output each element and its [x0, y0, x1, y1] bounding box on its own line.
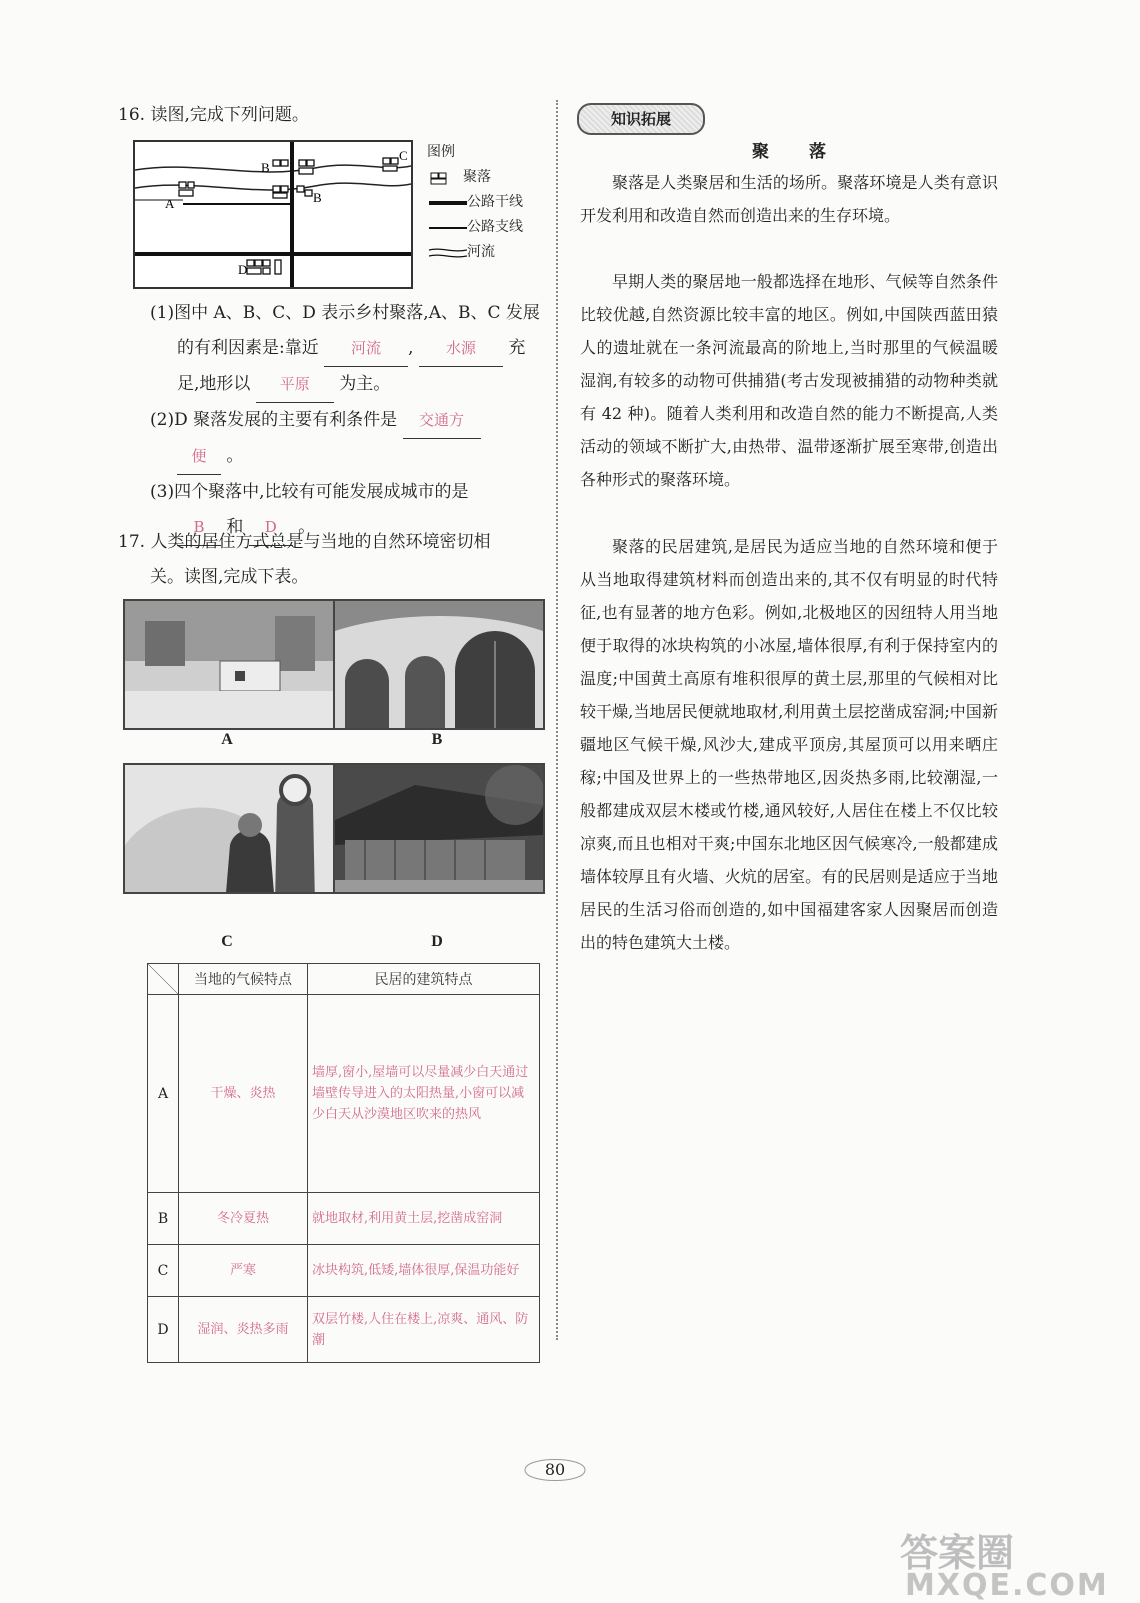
answer-transport-2: 便: [177, 439, 221, 475]
question-16-parts: [150, 296, 542, 546]
photo-label-d: D: [431, 933, 443, 950]
feature-b: 就地取材,利用黄土层,挖凿成窑洞: [308, 1193, 540, 1245]
article-title: 聚落: [752, 142, 866, 162]
legend-river: [427, 240, 523, 265]
table-header-feature: 民居的建筑特点: [308, 964, 540, 995]
q16-part2-line1: [150, 403, 542, 439]
photo-label-c: C: [221, 933, 233, 950]
row-label-c: C: [148, 1245, 179, 1297]
map-label-b-south: B: [313, 190, 322, 205]
branch-road-icon: [427, 221, 467, 235]
row-label-a: A: [148, 995, 179, 1193]
legend-settlement-label: 聚落: [463, 169, 491, 185]
answer-b: B: [177, 510, 221, 546]
feature-c: 冰块构筑,低矮,墙体很厚,保温功能好: [308, 1245, 540, 1297]
answer-water-source: 水源: [419, 331, 503, 367]
photo-c-image: [125, 765, 333, 894]
map-label-d: D: [238, 262, 248, 277]
legend-heading: 图例: [427, 144, 455, 160]
climate-c: 严寒: [179, 1245, 308, 1297]
photo-c-igloo: [123, 763, 335, 894]
settlement-icon: [427, 171, 463, 185]
dwelling-climate-table: [147, 963, 540, 1363]
row-label-b: B: [148, 1193, 179, 1245]
settlement-map-drawing: [135, 142, 411, 287]
map-legend: [427, 140, 523, 265]
answer-plain: 平原: [256, 367, 334, 403]
table-row: [148, 1245, 540, 1297]
article-paragraph-3: 聚落的民居建筑,是居民为适应当地的自然环境和便于从当地取得建筑材料而创造出来的,其不仅有明显的时代特征,也有显著的地方色彩。例如,北极地区的因纽特人用当地便于取得的冰块构筑的小冰屋,墙体很厚,有利于保持室内的温度;中国黄土高原有堆积很厚的黄土层,那里的气候相对比较干燥,当地居民便就地取材,利用黄土层挖凿成窑洞;中国新疆地区气候干燥,风沙大,建成平顶房,其屋顶可以用来晒庄稼;中国及世界上的一些热带地区,因炎热多雨,比较潮湿,一般都建成双层木楼或竹楼,通风较好,人居住在楼上不仅比较凉爽,而且也相对干爽;中国东北地区因气候寒冷,一般都建成墙体较厚且有火墙、火炕的居室。有的民居则是适应于当地居民的生活习俗而创造的,如中国福建客家人因聚居而创造出的特色建筑大土楼。: [580, 537, 998, 952]
legend-branch-road-label: 公路支线: [467, 219, 523, 235]
q16-part1-line3: [150, 367, 542, 403]
article-paragraph-1: 聚落是人类聚居和生活的场所。聚落环境是人类有意识开发利用和改造自然而创造出来的生存环境。: [580, 173, 998, 225]
row-label-d: D: [148, 1297, 179, 1363]
climate-a: 干燥、炎热: [179, 995, 308, 1193]
q16-terrain-suffix: 为主。: [339, 374, 391, 394]
table-corner-cell: [148, 964, 179, 995]
q16-part2-end: 。: [226, 446, 244, 466]
map-label-a: A: [165, 196, 175, 211]
photo-b-image: [335, 601, 543, 728]
q16-part1-line1: (1)图中 A、B、C、D 表示乡村聚落,A、B、C 发展: [150, 303, 540, 323]
map-label-c: C: [399, 148, 408, 163]
page-number-text: 80: [544, 1460, 566, 1479]
q16-part2-prompt: (2)D 聚落发展的主要有利条件是: [150, 410, 398, 430]
legend-settlement: [427, 165, 523, 190]
q16-terrain-prompt: 足,地形以: [177, 374, 251, 394]
feature-a: 墙厚,窗小,屋墙可以尽量减少白天通过墙壁传导进入的太阳热量,小窗可以减少白天从沙漠地区吹来的热风: [308, 995, 540, 1193]
climate-b: 冬冷夏热: [179, 1193, 308, 1245]
photo-label-a: A: [221, 731, 233, 748]
q16-part3-line1: [150, 475, 542, 510]
q16-part1-prompt: 的有利因素是:靠近: [177, 338, 319, 358]
watermark-logo-text: 答案圈: [900, 1531, 1015, 1575]
answer-river: 河流: [324, 331, 408, 367]
settlement-map: [133, 140, 413, 289]
q16-part3-and: 和: [226, 517, 244, 537]
table-header-climate: 当地的气候特点: [179, 964, 308, 995]
climate-d: 湿润、炎热多雨: [179, 1297, 308, 1363]
trunk-road-icon: [427, 196, 467, 210]
q16-part1-suffix: 充: [508, 338, 526, 358]
answer-d: D: [249, 510, 293, 546]
photo-b-cave-dwelling: [333, 599, 545, 730]
column-divider: [556, 100, 558, 1340]
q16-part3-prompt: (3)四个聚落中,比较有可能发展成城市的是: [150, 482, 469, 502]
answer-transport-1: 交通方: [403, 403, 481, 439]
map-label-b-north: B: [261, 160, 270, 175]
question-17-line1: 17. 人类的居住方式总是与当地的自然环境密切相: [118, 532, 491, 552]
page-number: [515, 1450, 595, 1490]
table-row: [148, 1193, 540, 1245]
feature-d: 双层竹楼,人住在楼上,凉爽、通风、防潮: [308, 1297, 540, 1363]
photo-a-desert-house: [123, 599, 335, 730]
legend-trunk-road: [427, 190, 523, 215]
knowledge-extension-banner: 知识拓展: [577, 103, 705, 135]
legend-trunk-road-label: 公路干线: [467, 194, 523, 210]
question-16-title: 16. 读图,完成下列问题。: [118, 105, 309, 125]
photo-d-bamboo-house: [333, 763, 545, 894]
question-17-line2: 关。读图,完成下表。: [150, 567, 309, 587]
table-header-row: [148, 964, 540, 995]
photo-label-b: B: [431, 731, 443, 748]
legend-river-label: 河流: [467, 244, 495, 260]
table-row: [148, 1297, 540, 1363]
q16-part1-line2: 的有利因素是:靠近 河流 , 水源 充: [150, 331, 542, 367]
watermark-url: MXQE.COM: [905, 1568, 1109, 1603]
q16-part3-end: 。: [298, 517, 316, 537]
photo-d-image: [335, 765, 543, 894]
q16-part2-line2: [150, 439, 542, 475]
legend-branch-road: [427, 215, 523, 240]
article-paragraph-2: 早期人类的聚居地一般都选择在地形、气候等自然条件比较优越,自然资源比较丰富的地区。例如,中国陕西蓝田猿人的遗址就在一条河流最高的阶地上,当时那里的气候温暖湿润,有较多的动物可供捕猎(考古发现被捕猎的动物种类就有 42 种)。随着人类利用和改造自然的能力不断提高,人类活动的领域不断扩大,由热带、温带逐渐扩展至寒带,创造出各种形式的聚落环境。: [580, 272, 998, 489]
photo-a-image: [125, 601, 333, 728]
river-icon: [427, 246, 467, 260]
table-row: [148, 995, 540, 1193]
